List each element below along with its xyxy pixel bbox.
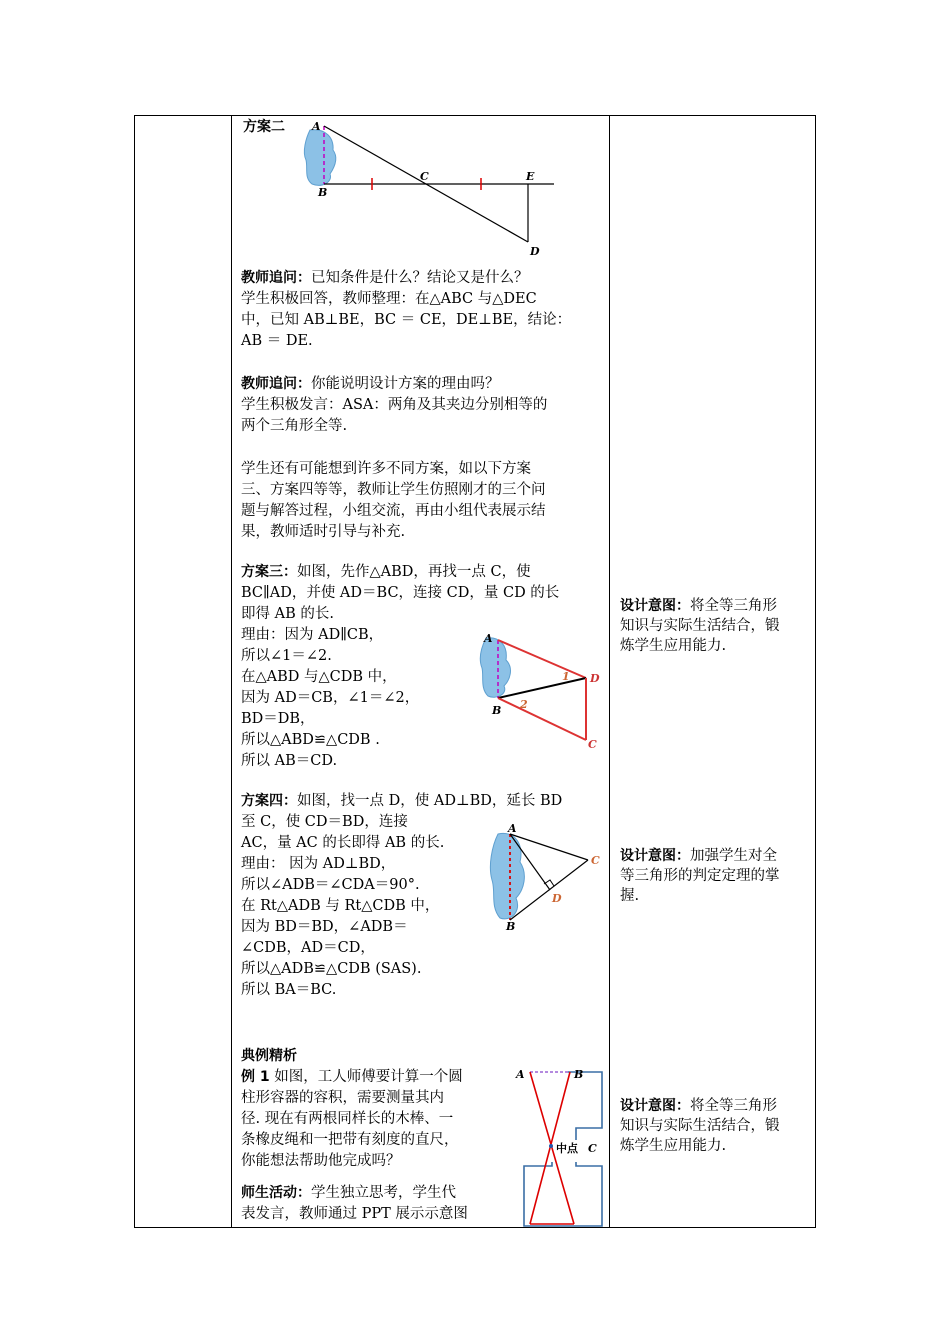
plan4-segment-ac (510, 834, 588, 860)
more-line4: 果，教师适时引导与补充. (241, 524, 406, 540)
activity-line2: 表发言，教师通过 PPT 展示示意图 (241, 1206, 468, 1222)
more-line1: 学生还有可能想到许多不同方案，如以下方案 (241, 461, 531, 477)
example-label-c: C (588, 1142, 597, 1155)
intent-3-line1: 将全等三角形 (690, 1098, 777, 1114)
activity-head: 师生活动： (241, 1185, 311, 1201)
plan3-head: 方案三： (241, 564, 297, 580)
intent-3-line3: 炼学生应用能力. (620, 1138, 727, 1154)
plan3-line2: BC∥AD，并使 AD＝BC，连接 CD，量 CD 的长 (241, 585, 560, 601)
plan3-segment-bc (498, 698, 586, 740)
plan2-figure (300, 118, 570, 263)
plan3-label-d: D (590, 672, 600, 685)
plan4-label-b: B (506, 920, 516, 933)
plan4-line7: 因为 BD＝BD，∠ADB＝ (241, 919, 408, 935)
a2-line2: 两个三角形全等. (241, 418, 348, 434)
column-divider-2 (609, 116, 610, 1227)
intent-3-line2: 知识与实际生活结合，锻 (620, 1118, 780, 1134)
label-d: D (530, 245, 540, 258)
example-title: 典例精析 (241, 1048, 297, 1064)
plan3-figure (478, 628, 608, 753)
plan3-angle-2: 2 (520, 698, 528, 711)
plan3-line9: 所以△ABD≌△CDB . (241, 732, 380, 748)
plan4-line5: 所以∠ADB＝∠CDA＝90°. (241, 877, 420, 893)
plan3-line8: BD＝DB， (241, 711, 315, 727)
plan4-figure (488, 822, 608, 934)
plan3-line5: 所以∠1＝∠2. (241, 648, 332, 664)
plan4-line6: 在 Rt△ADB 与 Rt△CDB 中， (241, 898, 440, 914)
intent-2-line3: 握. (620, 888, 640, 904)
example-head: 例 1 (241, 1069, 270, 1085)
label-e: E (526, 170, 535, 183)
example-line1: 如图，工人师傅要计算一个圆 (274, 1069, 463, 1085)
label-a: A (312, 120, 321, 133)
plan2-title: 方案二 (243, 119, 285, 135)
more-line2: 三、方案四等等，教师让学生仿照刚才的三个问 (241, 482, 546, 498)
example-label-a: A (516, 1068, 525, 1081)
plan4-label-d: D (552, 892, 562, 905)
plan3-label-c: C (588, 738, 597, 751)
plan3-line4: 理由：因为 AD∥CB， (241, 627, 384, 643)
midpoint-dot (549, 1144, 553, 1148)
container-bottom (524, 1162, 602, 1226)
plan4-right-angle (544, 880, 554, 886)
label-c: C (420, 170, 429, 183)
plan4-label-a: A (508, 822, 517, 835)
plan4-head: 方案四： (241, 793, 297, 809)
q1-head: 教师追问： (241, 270, 311, 286)
column-divider-1 (231, 116, 232, 1227)
a1-line3: AB ＝ DE. (241, 333, 313, 349)
plan3-line7: 因为 AD＝CB，∠1＝∠2， (241, 690, 420, 706)
example-label-b: B (574, 1068, 584, 1081)
intent-2-line2: 等三角形的判定定理的掌 (620, 868, 780, 884)
example-line5: 你能想法帮助他完成吗？ (241, 1153, 401, 1169)
plan3-label-b: B (492, 704, 502, 717)
intent-1-line1: 将全等三角形 (690, 598, 777, 614)
intent-3-head: 设计意图： (620, 1098, 690, 1114)
q1-text: 已知条件是什么？结论又是什么？ (311, 270, 529, 286)
example-figure (512, 1066, 608, 1228)
intent-2-line1: 加强学生对全 (690, 848, 777, 864)
plan3-segment-ad (498, 640, 586, 678)
plan3-line6: 在△ABD 与△CDB 中， (241, 669, 397, 685)
q2-text: 你能说明设计方案的理由吗？ (311, 376, 500, 392)
label-b: B (318, 186, 328, 199)
pond-shape (304, 130, 335, 186)
intent-1-head: 设计意图： (620, 598, 690, 614)
a1-line1: 学生积极回答，教师整理：在△ABC 与△DEC (241, 291, 537, 307)
plan4-line4: 理由： 因为 AD⊥BD， (241, 856, 396, 872)
plan3-angle-1: 1 (562, 670, 570, 683)
example-label-mid: 中点 (556, 1142, 578, 1155)
plan3-line1: 如图，先作△ABD，再找一点 C，使 (297, 564, 531, 580)
plan4-line1: 如图，找一点 D，使 AD⊥BD，延长 BD (297, 793, 563, 809)
plan4-label-c: C (591, 854, 600, 867)
plan3-line3: 即得 AB 的长. (241, 606, 334, 622)
plan3-label-a: A (484, 632, 493, 645)
container-top (568, 1072, 602, 1140)
activity-line1: 学生独立思考，学生代 (311, 1185, 456, 1201)
plan3-segment-bd (498, 678, 586, 698)
plan4-line10: 所以 BA＝BC. (241, 982, 337, 998)
plan3-line10: 所以 AB＝CD. (241, 753, 338, 769)
intent-2-head: 设计意图： (620, 848, 690, 864)
intent-1-line2: 知识与实际生活结合，锻 (620, 618, 780, 634)
plan4-line3: AC，量 AC 的长即得 AB 的长. (241, 835, 445, 851)
plan4-line2: 至 C，使 CD＝BD，连接 (241, 814, 408, 830)
more-line3: 题与解答过程，小组交流，再由小组代表展示结 (241, 503, 546, 519)
a2-line1: 学生积极发言：ASA：两角及其夹边分别相等的 (241, 397, 548, 413)
plan4-line9: 所以△ADB≌△CDB (SAS). (241, 961, 422, 977)
example-line3: 径. 现在有两根同样长的木棒、一 (241, 1111, 454, 1127)
plan3-pond (480, 638, 510, 698)
a1-line2: 中，已知 AB⊥BE，BC ＝ CE，DE⊥BE，结论： (241, 312, 572, 328)
q2-head: 教师追问： (241, 376, 311, 392)
intent-1-line3: 炼学生应用能力. (620, 638, 727, 654)
example-line4: 条橡皮绳和一把带有刻度的直尺， (241, 1132, 459, 1148)
plan4-line8: ∠CDB，AD＝CD， (241, 940, 375, 956)
example-line2: 柱形容器的容积，需要测量其内 (241, 1090, 444, 1106)
